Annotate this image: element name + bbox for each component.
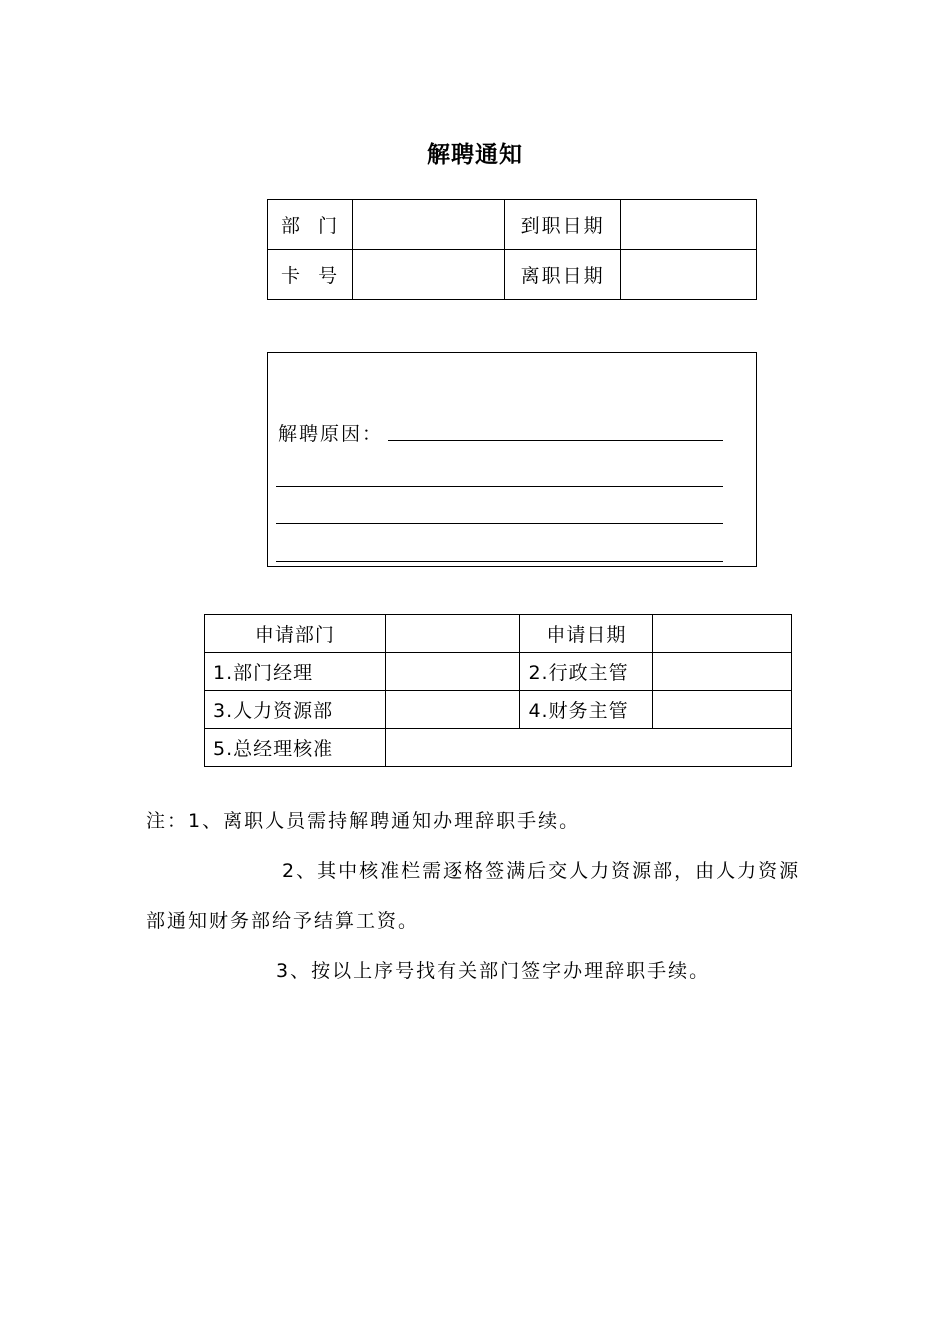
- hire-date-label: 到职日期: [505, 200, 620, 250]
- table-row: [205, 729, 792, 767]
- dept-manager-signature[interactable]: [385, 653, 520, 691]
- note-line-2a: 2、其中核准栏需逐格签满后交人力资源部，由人力资源: [282, 860, 801, 882]
- apply-date-label: 申请日期: [520, 615, 653, 653]
- note-line-1: 注：1、离职人员需持解聘通知办理辞职手续。: [146, 810, 581, 832]
- finance-supervisor-signature[interactable]: [653, 691, 792, 729]
- approval-table: [204, 614, 792, 767]
- finance-supervisor-label: 4.财务主管: [520, 691, 653, 729]
- apply-department-label: 申请部门: [205, 615, 386, 653]
- table-row: [268, 200, 757, 250]
- table-row: [205, 653, 792, 691]
- apply-date-field[interactable]: [653, 615, 792, 653]
- note-line-3: 3、按以上序号找有关部门签字办理辞职手续。: [276, 960, 711, 982]
- apply-department-field[interactable]: [385, 615, 520, 653]
- leave-date-field[interactable]: [620, 250, 756, 300]
- hr-dept-label: 3.人力资源部: [205, 691, 386, 729]
- card-number-label: 卡 号: [268, 250, 353, 300]
- leave-date-label: 离职日期: [505, 250, 620, 300]
- admin-supervisor-label: 2.行政主管: [520, 653, 653, 691]
- document-title: 解聘通知: [427, 142, 523, 168]
- reason-line-4[interactable]: [276, 561, 723, 562]
- reason-line-1[interactable]: [388, 440, 723, 441]
- department-label: 部 门: [268, 200, 353, 250]
- table-row: [268, 250, 757, 300]
- employee-info-table: [267, 199, 757, 300]
- table-row: [205, 691, 792, 729]
- admin-supervisor-signature[interactable]: [653, 653, 792, 691]
- dismissal-reason-box: [267, 352, 757, 567]
- gm-approval-signature[interactable]: [385, 729, 791, 767]
- table-row: [205, 615, 792, 653]
- gm-approval-label: 5.总经理核准: [205, 729, 386, 767]
- hire-date-field[interactable]: [620, 200, 756, 250]
- hr-dept-signature[interactable]: [385, 691, 520, 729]
- reason-line-3[interactable]: [276, 523, 723, 524]
- dismissal-reason-label: 解聘原因：: [278, 423, 384, 445]
- card-number-field[interactable]: [353, 250, 505, 300]
- note-line-2b: 部通知财务部给予结算工资。: [146, 910, 420, 932]
- department-field[interactable]: [353, 200, 505, 250]
- reason-line-2[interactable]: [276, 486, 723, 487]
- dept-manager-label: 1.部门经理: [205, 653, 386, 691]
